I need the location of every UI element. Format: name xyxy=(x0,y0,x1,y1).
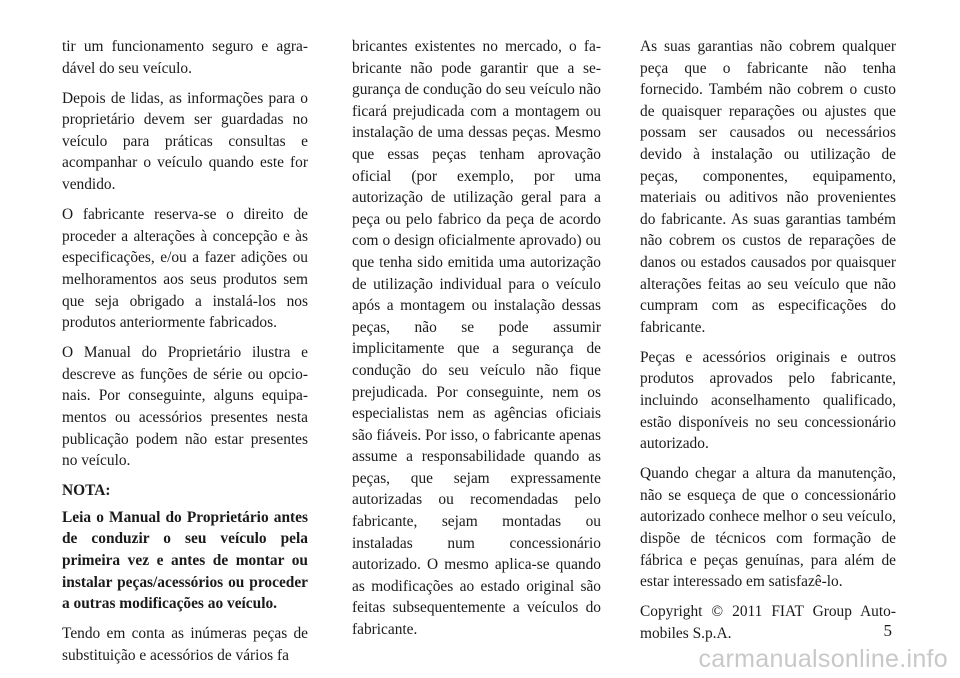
watermark: carmanualsonline.info xyxy=(698,645,948,673)
paragraph-spare-parts: Tendo em conta as inúmeras peças de substituição e acessórios de vários fa xyxy=(62,625,308,664)
text-column-1 xyxy=(62,36,308,675)
paragraph-original-parts: Peças e acessórios originais e outros produtos aprovados pelo fabricante, incluindo aconselhamento qualificado, estão disponíveis no seu concessionário autorizado. xyxy=(640,348,896,453)
paragraph-continuation: tir um funcionamento seguro e agradável do seu veículo. xyxy=(62,38,308,77)
paragraph-manufacturer-rights: O fabricante reserva-se o direito de proceder a alterações à concepção e às especificações, e/ou a fazer adições ou melhoramentos aos seus produtos sem que seja obrigado a instalá-los nos produtos anteriormente fabricados. xyxy=(62,206,308,332)
text-column-3 xyxy=(640,36,896,653)
paragraph-storage: Depois de lidas, as informações para o proprietário devem ser guardadas no veículo para práticas consultas e acompanhar o veículo quando este for vendido. xyxy=(62,89,308,194)
paragraph-parts-safety: bricantes existentes no mercado, o fabricante não pode garantir que a segurança de condução do seu veículo não ficará prejudicada com a montagem ou instalação de uma dessas peças. Mesmo que essas peças tenham aprovação oficial (por exemplo, por uma autorização de utilização geral para a peça ou pelo fabrico da peça de acordo com o design oficialmente aprovado) ou que tenha sido emitida uma autorização de utilização individual para o veículo após a montagem ou instalação dessas peças, não se pode assumir implicitamente que a segurança de condução do seu veículo não fique prejudicada. Por conseguinte, nem os especialistas nem as agências oficiais são fiáveis. Por isso, o fabricante apenas assume a responsabilidade quando as peças, que sejam expressamente autorizadas ou recomendadas pelo fabricante, sejam montadas ou instaladas num concessionário autorizado. O mesmo aplica-se quando as modificações ao estado original são feitas subsequentemente a veículos do fabricante. xyxy=(352,38,601,639)
page-number: 5 xyxy=(883,621,892,640)
note-body: Leia o Manual do Proprietário antes de conduzir o seu veículo pela primeira vez e antes de montar ou instalar peças/acessórios ou proceder a outras modificações ao veículo. xyxy=(62,508,308,613)
copyright-notice: Copyright © 2011 FIAT Group Automobiles S.p.A. xyxy=(640,603,896,642)
paragraph-warranty: As suas garantias não cobrem qualquer peça que o fabricante não tenha fornecido. Também não cobrem o custo de quaisquer reparações ou ajustes que possam ser causados ou necessários devido à instalação ou utilização de peças, componentes, equipamento, materiais ou aditivos não provenientes do fabricante. As suas garantias também não cobrem os custos de reparações de danos ou estados causados por quaisquer alterações feitas ao seu veículo que não cumpram com as especificações do fabricante. xyxy=(640,38,896,336)
paragraph-manual-scope: O Manual do Proprietário ilustra e descreve as funções de série ou opcionais. Por conseguinte, alguns equipamentos ou acessórios presentes nesta publicação podem não estar presentes no veículo. xyxy=(62,344,308,470)
note-label: NOTA: xyxy=(62,482,111,500)
paragraph-maintenance: Quando chegar a altura da manutenção, não se esqueça de que o concessionário autorizado conhece melhor o seu veículo, dispõe de técnicos com formação de fábrica e peças genuínas, para além de estar interessado em satisfazê-lo. xyxy=(640,465,896,591)
text-column-2 xyxy=(352,36,601,649)
